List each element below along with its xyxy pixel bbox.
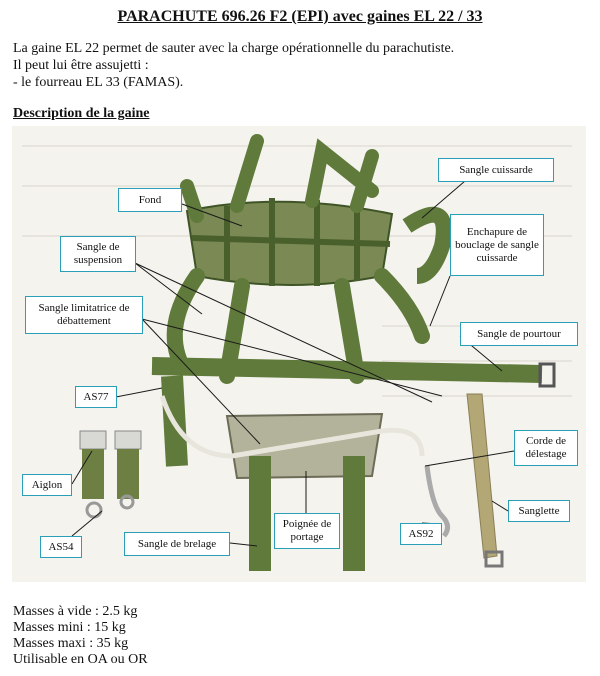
masse-maxi: Masses maxi : 35 kg — [13, 636, 129, 651]
callout-sanglette: Sanglette — [508, 500, 570, 522]
intro-line-1: La gaine EL 22 permet de sauter avec la charge opérationnelle du parachutiste. — [13, 41, 455, 56]
pourtour-strap — [152, 366, 542, 374]
page-title: PARACHUTE 696.26 F2 (EPI) avec gaines EL 22 / 33 — [117, 8, 483, 25]
callout-sangle-limitatrice: Sangle limitatrice de débattement — [25, 296, 143, 334]
callout-aiglon: Aiglon — [22, 474, 72, 496]
callout-fond: Fond — [118, 188, 182, 212]
callout-enchapure: Enchapure de bouclage de sangle cuissarde — [450, 214, 544, 276]
callout-poignee-portage: Poignée de portage — [274, 513, 340, 549]
section-title: Description de la gaine — [13, 106, 150, 121]
masse-vide: Masses à vide : 2.5 kg — [13, 604, 138, 619]
callout-as92: AS92 — [400, 523, 442, 545]
callout-as77: AS77 — [75, 386, 117, 408]
masses-list — [13, 604, 148, 668]
callout-sangle-cuissarde: Sangle cuissarde — [438, 158, 554, 182]
intro-line-3: - le fourreau EL 33 (FAMAS). — [13, 75, 184, 90]
intro-line-2: Il peut lui être assujetti : — [13, 58, 149, 73]
callout-sangle-pourtour: Sangle de pourtour — [460, 322, 578, 346]
callout-sangle-suspension: Sangle de suspension — [60, 236, 136, 272]
utilisation: Utilisable en OA ou OR — [13, 652, 148, 667]
parachute-gaine-figure — [12, 126, 586, 582]
masse-mini: Masses mini : 15 kg — [13, 620, 126, 635]
callout-corde-delestage: Corde de délestage — [514, 430, 578, 466]
intro-paragraph — [13, 40, 454, 91]
callout-as54: AS54 — [40, 536, 82, 558]
callout-sangle-brelage: Sangle de brelage — [124, 532, 230, 556]
